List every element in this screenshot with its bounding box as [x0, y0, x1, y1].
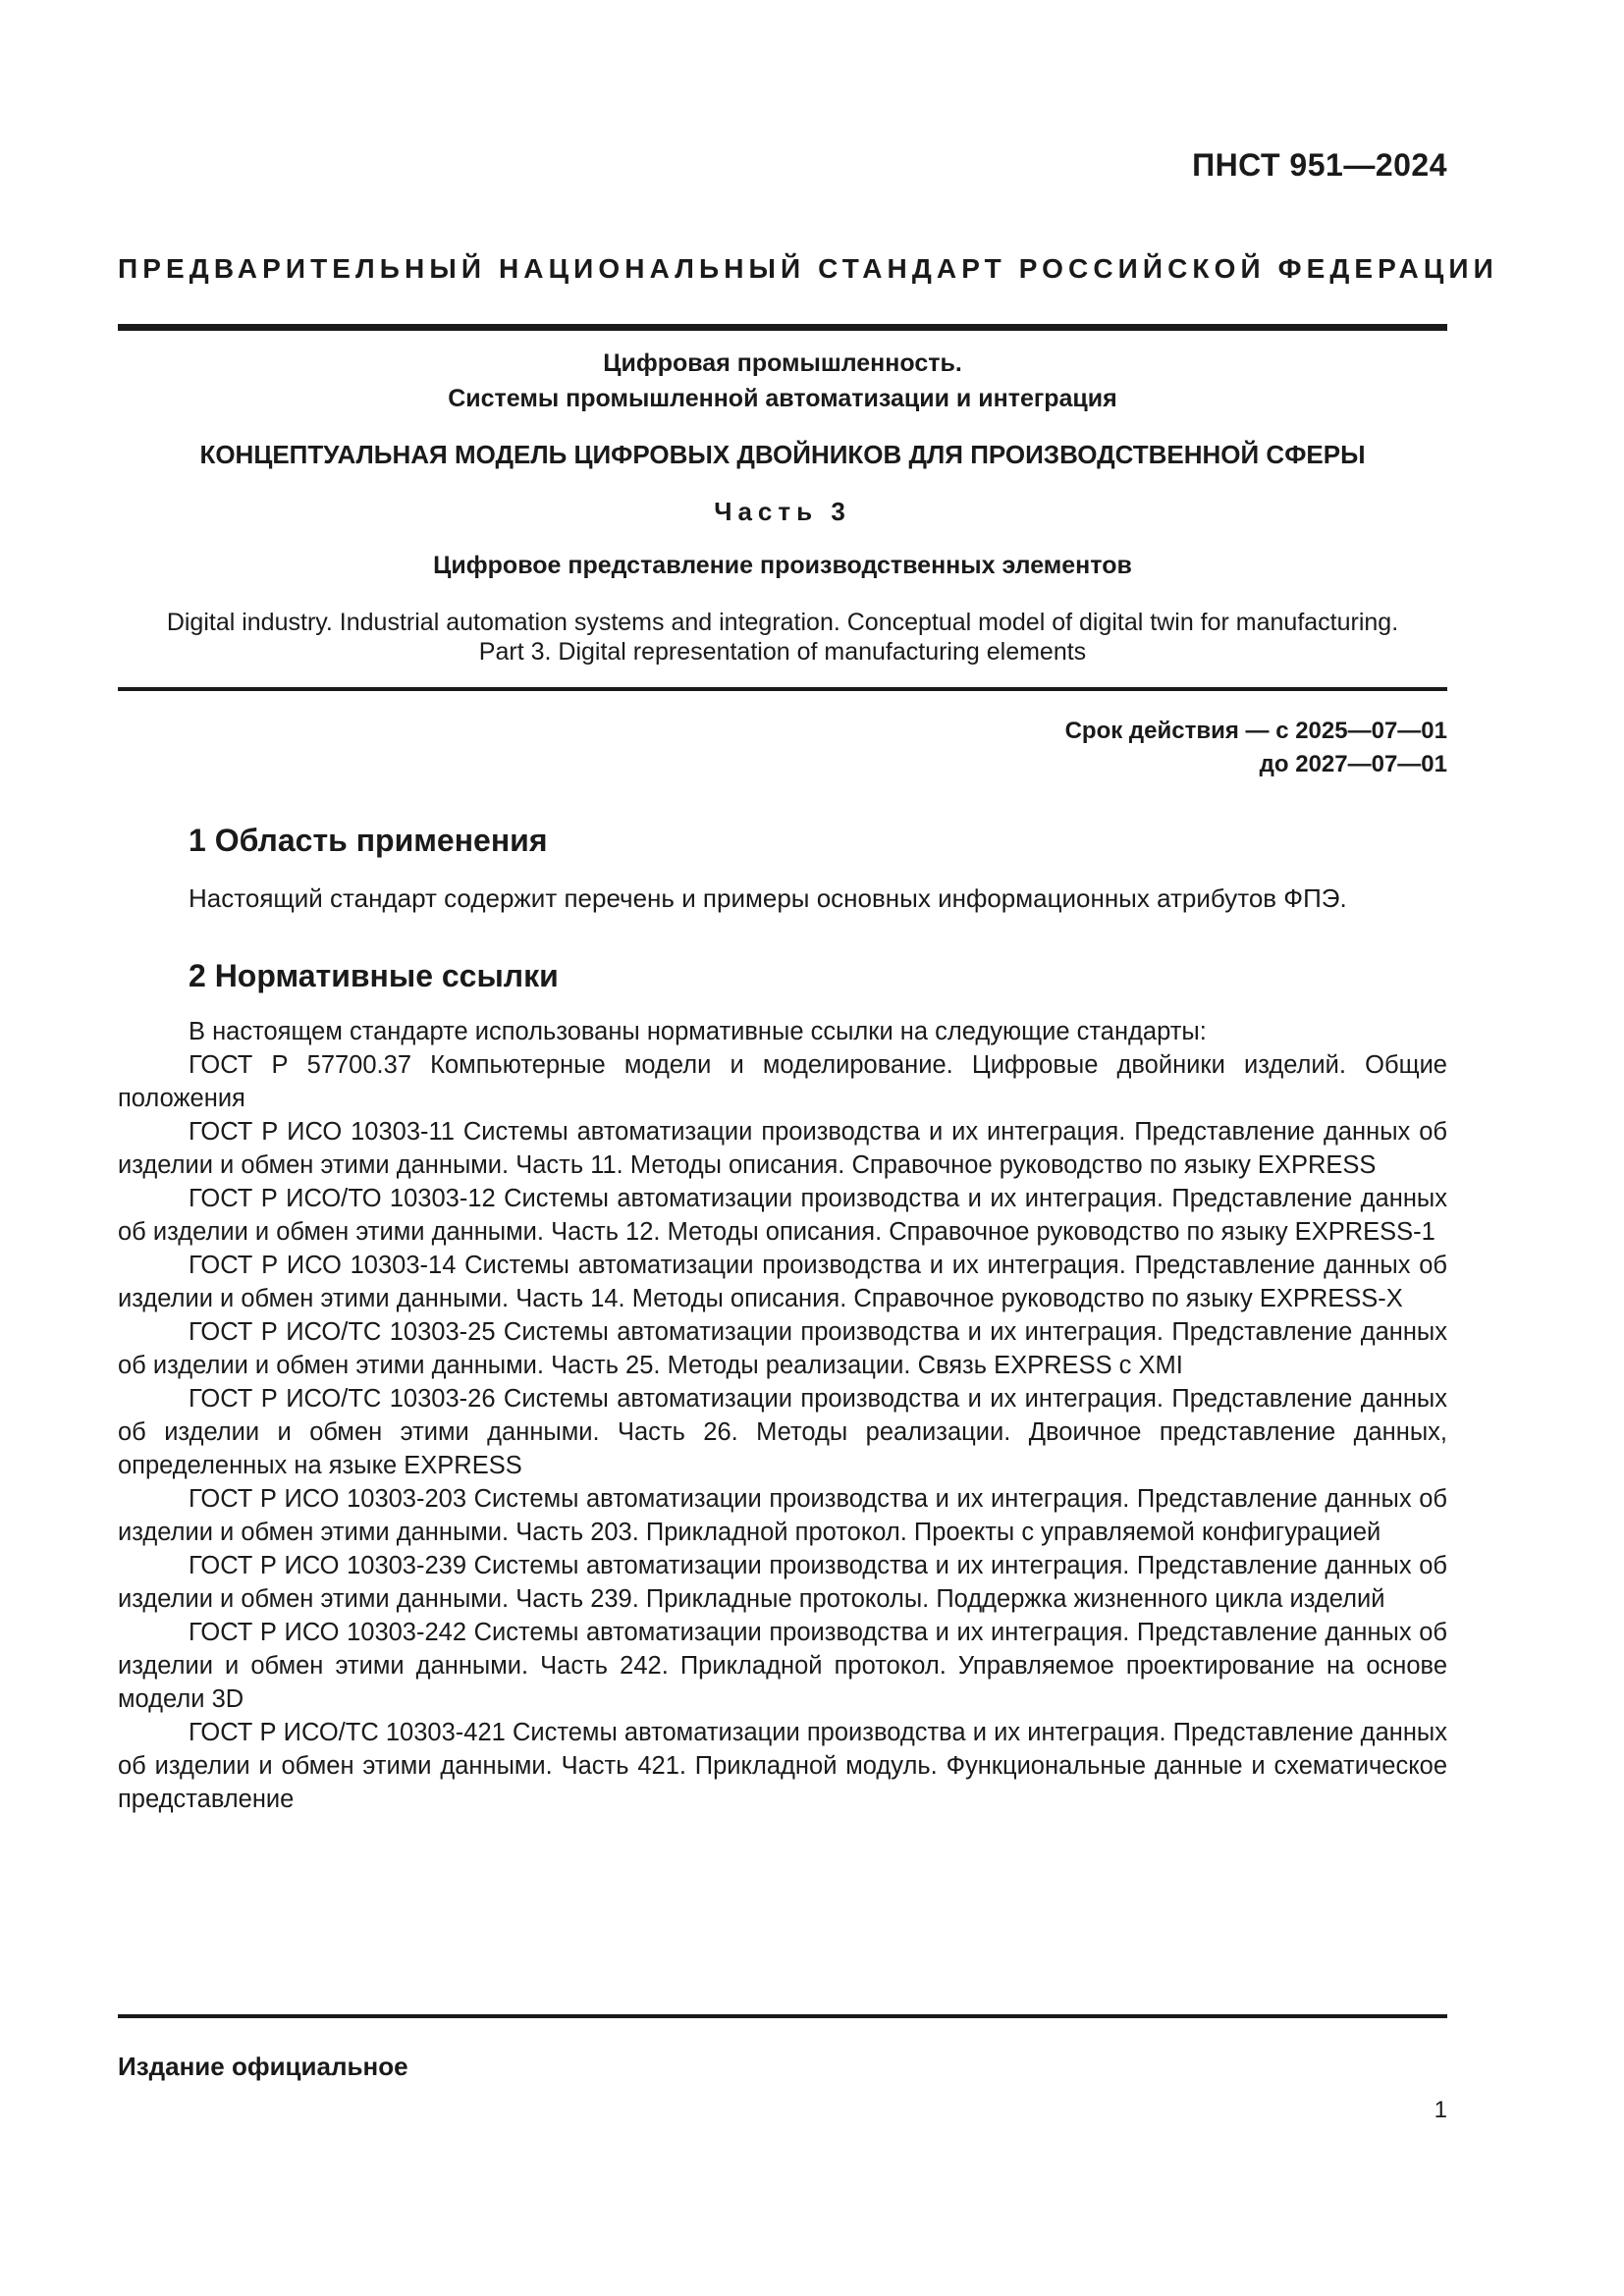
top-rule — [118, 324, 1447, 331]
reference-item: ГОСТ Р ИСО/ТС 10303-26 Системы автоматизации производства и их интеграция. Представление данных об изделии и обмен этими данными. Часть 26. Методы реализации. Двоичное представление данных, определенных на языке EXPRESS — [118, 1385, 1447, 1479]
section-scope-heading: 1 Область применения — [189, 823, 548, 858]
reference-item: ГОСТ Р 57700.37 Компьютерные модели и моделирование. Цифровые двойники изделий. Общие положения — [118, 1051, 1447, 1112]
reference-item: ГОСТ Р ИСО/ТО 10303-12 Системы автоматизации производства и их интеграция. Представление данных об изделии и обмен этими данными. Часть 12. Методы описания. Справочное руководство по языку EXPRESS-1 — [118, 1185, 1447, 1246]
reference-item: ГОСТ Р ИСО/ТС 10303-421 Системы автоматизации производства и их интеграция. Представление данных об изделии и обмен этими данными. Часть 421. Прикладной модуль. Функциональные данные и схематическое представление — [118, 1719, 1447, 1813]
english-title-line-1: Digital industry. Industrial automation systems and integration. Conceptual model of digital twin for manufacturing. — [166, 609, 1399, 636]
subtitle: Цифровое представление производственных элементов — [433, 552, 1132, 579]
title-bottom-rule — [118, 687, 1447, 691]
footer-rule — [118, 2014, 1447, 2018]
title-line-2: Системы промышленной автоматизации и интеграция — [448, 385, 1117, 412]
validity-from: Срок действия — с 2025—07—01 — [1064, 718, 1447, 744]
validity-to: до 2027—07—01 — [1259, 751, 1447, 777]
reference-item: ГОСТ Р ИСО 10303-203 Системы автоматизации производства и их интеграция. Представление данных об изделии и обмен этими данными. Часть 203. Прикладной протокол. Проекты с управляемой конфигурацией — [118, 1485, 1447, 1546]
reference-item: ГОСТ Р ИСО/ТС 10303-25 Системы автоматизации производства и их интеграция. Представление данных об изделии и обмен этими данными. Часть 25. Методы реализации. Связь EXPRESS с XMI — [118, 1318, 1447, 1379]
section-references-heading: 2 Нормативные ссылки — [189, 958, 559, 993]
references-intro: В настоящем стандарте использованы нормативные ссылки на следующие стандарты: — [189, 1018, 1207, 1045]
reference-item: ГОСТ Р ИСО 10303-242 Системы автоматизации производства и их интеграция. Представление данных об изделии и обмен этими данными. Часть 242. Прикладной протокол. Управляемое проектирование на основе модели 3D — [118, 1619, 1447, 1713]
standard-type: ПРЕДВАРИТЕЛЬНЫЙ НАЦИОНАЛЬНЫЙ СТАНДАРТ РОССИЙСКОЙ ФЕДЕРАЦИИ — [118, 253, 1498, 284]
references-list — [118, 1015, 1447, 1816]
validity-period — [1065, 715, 1447, 781]
reference-item: ГОСТ Р ИСО 10303-11 Системы автоматизации производства и их интеграция. Представление данных об изделии и обмен этими данными. Часть 11. Методы описания. Справочное руководство по языку EXPRESS — [118, 1118, 1447, 1179]
part-label: Часть 3 — [714, 497, 851, 526]
title-line-1: Цифровая промышленность. — [603, 349, 962, 377]
document-code: ПНСТ 951—2024 — [1192, 147, 1447, 183]
page-number: 1 — [1434, 2097, 1447, 2123]
main-title: КОНЦЕПТУАЛЬНАЯ МОДЕЛЬ ЦИФРОВЫХ ДВОЙНИКОВ ДЛЯ ПРОИЗВОДСТВЕННОЙ СФЕРЫ — [199, 440, 1366, 469]
reference-item: ГОСТ Р ИСО 10303-14 Системы автоматизации производства и их интеграция. Представление данных об изделии и обмен этими данными. Часть 14. Методы описания. Справочное руководство по языку EXPRESS-X — [118, 1252, 1447, 1312]
reference-item: ГОСТ Р ИСО 10303-239 Системы автоматизации производства и их интеграция. Представление данных об изделии и обмен этими данными. Часть 239. Прикладные протоколы. Поддержка жизненного цикла изделий — [118, 1552, 1447, 1613]
section-scope-text: Настоящий стандарт содержит перечень и примеры основных информационных атрибутов ФПЭ. — [189, 883, 1347, 913]
official-edition-label: Издание официальное — [118, 2052, 408, 2081]
english-title-line-2: Part 3. Digital representation of manufacturing elements — [478, 638, 1087, 666]
